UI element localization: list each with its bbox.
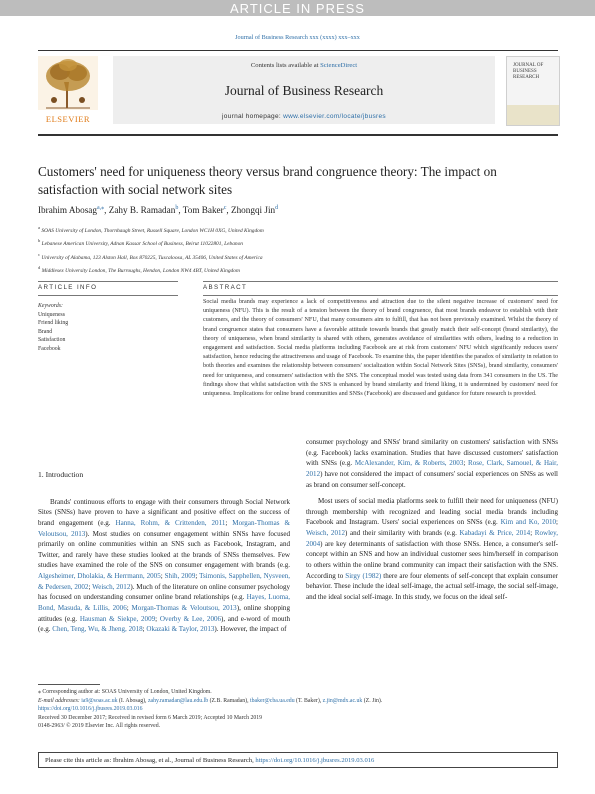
contents-prefix: Contents lists available at [250,62,321,69]
doi-link[interactable]: https://doi.org/10.1016/j.jbusres.2019.03.016 [38,706,143,713]
abstract-rule-lower [203,295,558,296]
citation-link[interactable]: Morgan-Thomas & Veloutsou, 2013 [131,603,237,612]
body-text: ). Most studies on consumer engagement within SNSs have focused primarily on online communities within an SNS such as Facebook, Instagram, and Twitter, and rarely have these studies looked at the brands of SNSs themselves. Few studies have examined the role of the SNS on consumer engagement with brands (e.g. [38,529,290,570]
body-text: ) and their similarity with brands (e.g. [345,529,460,537]
body-text: Most users of social media platforms seek to fulfill their need for uniqueness (NFU) through membership with recognized and leading social media brands including Facebook and Instagram. Users' social experiences on SNSs (e.g. [306,497,558,527]
body-column-right [306,437,558,602]
affiliation-marker: c [38,251,40,257]
affiliation-text: University of Alabama, 123 Alston Hall, Box 870225, Tuscaloosa, AL 35406, United States of America [40,254,263,261]
author-name[interactable]: Tom Baker [182,205,224,216]
body-text: Brands' continuous efforts to engage with their consumers through Social Network Sites (SNSs) have proven to have a significant and positive effect on the success of brand engagement (e.g. [38,497,290,527]
body-paragraph [38,497,290,635]
citation-link[interactable]: Okazaki & Taylor, 2013 [146,625,215,634]
body-text: ; [463,459,469,468]
body-text: ; [160,572,165,580]
author-separator: , [178,205,183,216]
citation-link[interactable]: Kim and Ko, 2010 [500,518,557,527]
affiliation-item [38,250,518,263]
author-name[interactable]: Ibrahim Abosag [38,205,97,216]
cover-title: JOURNAL OF BUSINESS RESEARCH [513,63,544,80]
homepage-prefix: journal homepage: [222,113,284,120]
citation-link[interactable]: Kabadayi & Price, 2014 [459,529,531,537]
body-text: ), online shopping attitudes (e.g. [38,603,290,623]
contents-line [113,62,495,69]
email-label: E-mail addresses: [38,697,82,704]
citation-link[interactable]: Morgan-Thomas & Veloutsou, 2013 [38,518,290,538]
body-text: ) have not considered the impact of consumers' social experiences on SNSs as well as brand on consumer self-concept. [306,469,558,489]
received-dates: Received 30 December 2017; Received in revised form 6 March 2019; Accepted 10 March 2019 [38,714,263,721]
keyword-item: Satisfaction [38,337,66,343]
keywords-block [38,302,178,353]
citation-link[interactable]: Shih, 2009 [164,572,196,580]
cite-doi-link[interactable]: https://doi.org/10.1016/j.jbusres.2019.03.016 [255,757,375,764]
author-separator: , [104,205,109,216]
citation-link[interactable]: Tsimonis, Sapphellen, Nysveen, & Pedersen, 2002 [38,572,291,591]
elsevier-wordmark: ELSEVIER [45,114,91,124]
abstract-rule [203,281,558,282]
email-owner: (I. Abosag), [117,697,148,704]
email-link[interactable]: zahy.ramadan@lau.edu.lb [147,697,209,704]
affiliation-text: Lebanese American University, Adnan Kassar School of Business, Beirut 11022801, Lebanon [40,241,243,248]
body-text: consumer psychology and SNSs' brand similarity on customers' satisfaction with SNSs (e.g. Facebook) lacks examination. Studies that have discussed customers' satisfaction with SNSs (e.g. [306,438,558,468]
citation-link[interactable]: Hanna, Rohm, & Crittenden, 2011 [115,518,226,527]
keywords-label: Keywords: [38,303,63,309]
journal-masthead [38,56,558,130]
copyright-line: 0148-2963/ © 2019 Elsevier Inc. All rights reserved. [38,723,161,730]
journal-homepage-line [113,113,495,120]
journal-citation-line[interactable]: Journal of Business Research xxx (xxxx) xxx–xxx [235,34,360,41]
body-text: ; [225,518,233,527]
article-info-rule-lower [38,295,178,296]
citation-link[interactable]: Hayes, Luoma, Bond, Masuda, & Lillis, 2006 [38,593,290,612]
author-name[interactable]: Zhongqi Jin [230,205,276,216]
sciencedirect-link[interactable]: ScienceDirect [320,62,358,69]
masthead-bottom-rule [38,134,558,136]
citation-link[interactable]: Algesheimer, Dholakia, & Herrmann, 2005 [38,572,161,580]
cover-band [507,105,559,125]
body-text: ; [155,614,160,623]
body-text: ; [556,518,558,527]
author-affiliation-marker[interactable]: c [223,205,227,211]
article-info-rule [38,281,178,282]
affiliation-item [38,223,518,236]
journal-name: Journal of Business Research [224,83,384,98]
body-text: ). Much of the literature on online consumer psychology has focused on understanding consumer online brand relationships (e.g. [38,582,290,602]
article-in-press-banner: ARTICLE IN PRESS [0,0,595,16]
author-affiliation-marker[interactable]: d [275,205,279,211]
affiliation-list [38,223,518,276]
affiliation-marker: d [38,264,41,270]
body-text: ; [195,572,200,580]
body-text: ) are key determinants of satisfaction with those SNSs. Hence, a consumer's self-concept within an SNS and how an individual customer sees him/herself in comparison to others within the online brand community can impact their satisfaction with the SNS. According to [306,539,558,580]
journal-info-box [113,56,495,124]
author-affiliation-marker[interactable]: b [175,205,179,211]
corresponding-text: Corresponding author at: SOAS University of London, United Kingdom. [40,689,212,695]
citation-link[interactable]: Rose, Clark, Samouel, & Hair, 2012 [306,459,558,478]
elsevier-tree-logo-icon [38,56,98,110]
affiliation-text: SOAS University of London, Thornhaugh Street, Russell Square, London WC1H 0XG, United Kingdom [40,227,264,234]
cite-this-article-bar [38,752,558,768]
journal-homepage-link[interactable]: www.elsevier.com/locate/jbusres [283,113,386,120]
affiliation-text: Middlesex University London, The Burroughs, Hendon, London NW4 4BT, United Kingdom [40,267,240,274]
citation-link[interactable]: Chen, Teng, Wu, & Jheng, 2018 [52,625,143,634]
citation-link[interactable]: Sirgy (1982) [345,571,382,580]
affiliation-item [38,236,518,249]
body-paragraph [306,496,558,602]
email-link[interactable]: z.jin@mdx.ac.uk [322,697,363,704]
body-column-left [38,470,290,635]
citation-link[interactable]: Hausman & Siekpe, 2009 [79,614,156,623]
keyword-item: Facebook [38,345,61,352]
body-text: ; [142,625,147,634]
email-addresses [38,697,558,706]
body-text: ; [530,529,535,537]
corresponding-marker: ⁎ [38,689,41,695]
email-owner: (Z.B. Ramadan), [208,697,250,704]
author-name[interactable]: Zahy B. Ramadan [108,205,176,216]
email-owner: (Z. Jin). [362,697,383,704]
citation-link[interactable]: Overby & Lee, 2006 [159,614,222,623]
footnote-rule [38,684,100,685]
body-paragraph [306,437,558,490]
masthead-top-rule [38,50,558,51]
keyword-item: Uniqueness [38,311,66,318]
author-separator: , [226,205,231,216]
affiliation-item [38,263,518,276]
body-text: ), and e-word of mouth (e.g. [38,614,291,634]
cite-text: Please cite this article as: Ibrahim Abosag, et al., Journal of Business Research, [45,757,256,764]
affiliation-marker: b [38,238,41,244]
article-title: Customers' need for uniqueness theory versus brand congruence theory: The impact on satisfaction with social network sites [38,164,497,197]
email-owner: (T. Baker), [294,697,323,704]
affiliation-marker: a [38,225,40,230]
body-text: ). However, the impact of [214,625,287,634]
keyword-item: Friend liking [38,320,69,326]
footnotes [38,688,558,731]
corresponding-author-note [38,688,558,697]
citation-link[interactable]: McAlexander, Kim, & Roberts, 2003 [354,459,464,468]
abstract-text: Social media brands may experience a lack of competitiveness and attraction due to the silent negative increase of customers' need for uniqueness (NFU). This is the result of a tension between the theory of brand congruence, that most brands endeavor to establish with their customers, and the theory of consumers' NFU, that many consumers aim to fulfill, that has not been previously examined. Whilst the theory of brand congruence states that consumers have a favorable attitude towards brands that greatly match their self-concept (brand similarity), the theory of uniqueness, when brand similarity is shared with others, generates avoidance of similarities with others, leading to a reduction in engagement and satisfaction. Social media platforms including Facebook are at risk from customers' NFU which significantly reduces users' satisfaction, hence reducing the attractiveness and usage of Facebook. To examine this, the paper identifies the paradox of similarity in relation to both theories and examines the relationship between consumers' socialization within Social Network Sites (SNSs), brand similarity, consumers' need for uniqueness, and consumers' satisfaction with the SNS. The conceptual model was tested using data from 341 consumers in the US. The findings show that whilst satisfaction with the SNS is enhanced by brand similarity and friend liking, it is undermined by customers' need for uniqueness. Implications for online brand communities and SNSs (Facebook) are discussed and guidance for future research is provided. [203,299,558,398]
author-list [38,204,278,215]
journal-cover-thumbnail [506,56,560,126]
keyword-item: Brand [38,328,53,335]
author-affiliation-marker[interactable]: a,⁎ [96,205,105,211]
email-link[interactable]: ia9@soas.ac.uk [81,697,118,704]
section-heading-introduction: 1. Introduction [38,470,84,479]
citation-link[interactable]: Weisch, 2012 [306,529,346,537]
article-info-heading: ARTICLE INFO [38,284,98,291]
abstract-heading: ABSTRACT [203,284,248,291]
citation-link[interactable]: Rowley, 2004 [306,529,558,548]
citation-link[interactable]: Weisch, 2012 [92,582,131,591]
email-link[interactable]: tbaker@cba.ua.edu [249,697,295,704]
body-text: ; [126,603,132,612]
body-text: ; [88,582,93,591]
body-text: there are four elements of self-concept that explain consumer behavior. These include the ideal self-image, the actual self-image, the social self-image, and the ideal social self-image. In this study, we focus on the ideal self- [306,571,559,601]
